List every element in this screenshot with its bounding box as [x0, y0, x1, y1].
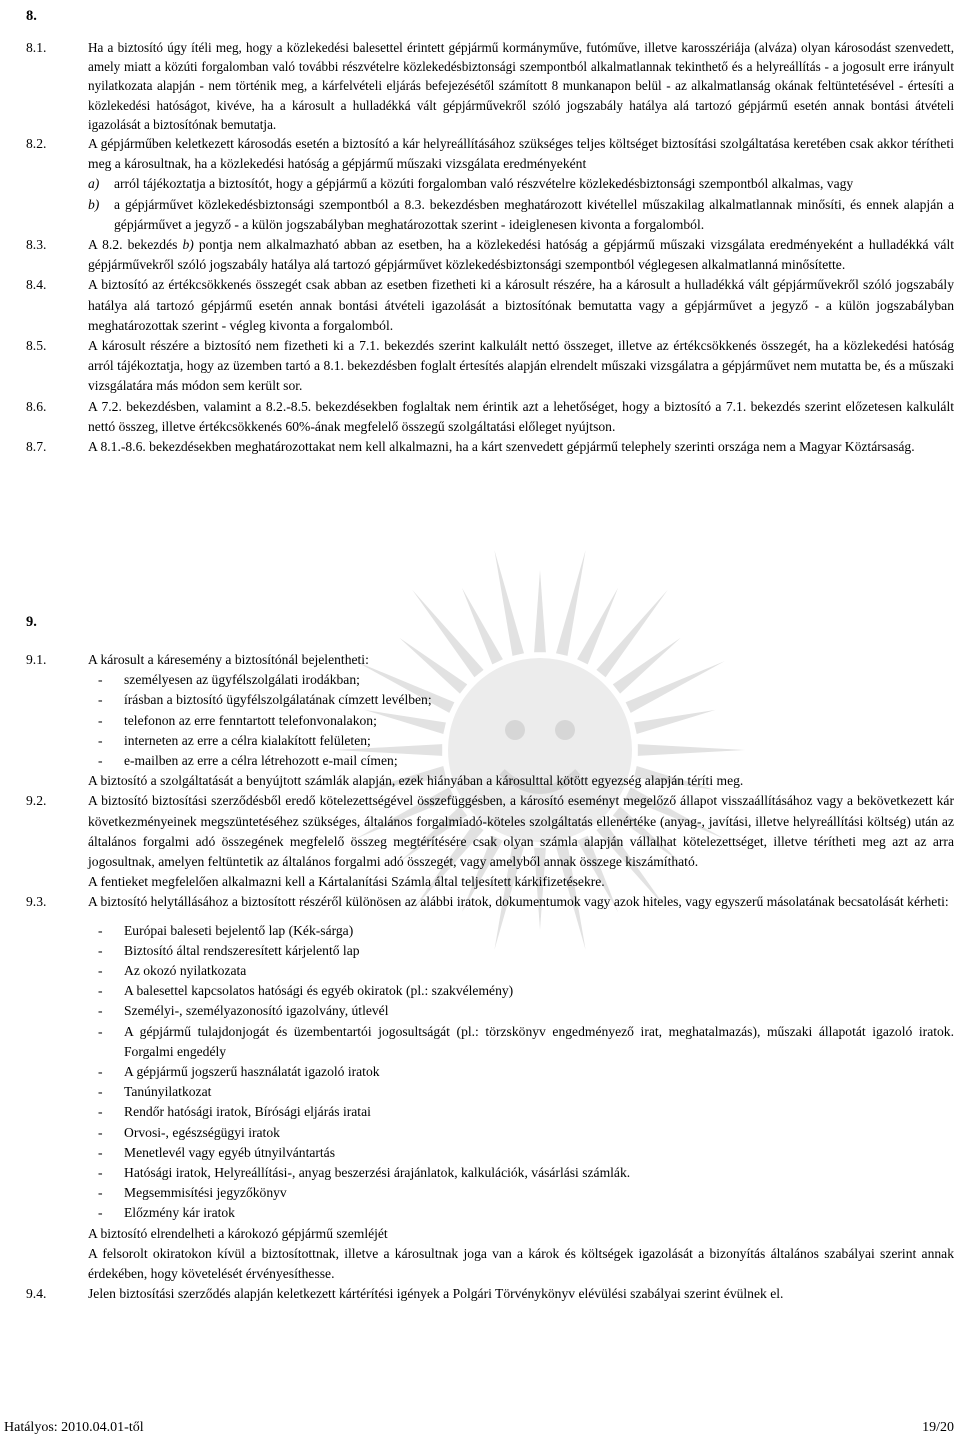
list-item — [88, 921, 954, 941]
list-item — [88, 690, 954, 710]
dash-bullet: - — [98, 712, 103, 728]
paragraph-number: 9.2. — [26, 793, 47, 809]
dash-bullet: - — [98, 1084, 103, 1100]
list-item-text: Menetlevél vagy egyéb útnyilvántartás — [124, 1144, 336, 1160]
list-item-text: Tanúnyilatkozat — [124, 1084, 212, 1100]
paragraph-8-7 — [26, 437, 954, 457]
paragraph-number: 8.2. — [26, 136, 47, 152]
required-documents-list — [88, 921, 954, 1224]
paragraph-8-4 — [26, 275, 954, 336]
paragraph-number: 9.4. — [26, 1286, 47, 1302]
list-item-text: Hatósági iratok, Helyreállítási-, anyag beszerzési árajánlatok, kalkulációk, vásárlási számlák. — [124, 1165, 631, 1181]
paragraph-number: 8.6. — [26, 398, 47, 414]
list-item — [88, 731, 954, 751]
dash-bullet: - — [98, 1165, 103, 1181]
dash-bullet: - — [98, 1124, 103, 1140]
paragraph-text: A 8.1.-8.6. bekezdésekben meghatározottakat nem kell alkalmazni, ha a kárt szenvedett gépjármű telephely szerinti országa nem a Magyar Köztársaság. — [88, 439, 915, 455]
paragraph-text: Jelen biztosítási szerződés alapján keletkezett kártérítési igények a Polgári Törvénykönyv elévülési szabályai szerint évülnek el. — [88, 1286, 784, 1302]
paragraph-text: A károsult részére a biztosító nem fizetheti ki a 7.1. bekezdés szerint kalkulált nettó összeget, illetve az értékcsökkenés összegét, ha a közlekedési hatóság arról tájékoztatja, hogy az üzemben tartó a 8.1. bekezdésben foglalt értesítés alapján elrendelt műszaki vizsgálatra a gépjárművet nem mutatta be, és a műszaki vizsgálatára más módon sem került sor. — [88, 338, 954, 394]
list-item — [88, 1203, 954, 1223]
dash-bullet: - — [98, 732, 103, 748]
list-item — [88, 981, 954, 1001]
page-number: 19/20 — [922, 1420, 954, 1435]
subpoint-b — [88, 195, 954, 235]
paragraph-8-2 — [26, 134, 954, 235]
list-item — [88, 1163, 954, 1183]
list-item — [88, 670, 954, 690]
paragraph-text: A károsult a káresemény a biztosítónál bejelentheti: — [88, 652, 369, 667]
list-item — [88, 1062, 954, 1082]
list-item-text: Orvosi-, egészségügyi iratok — [124, 1124, 280, 1140]
paragraph-text: A biztosító az értékcsökkenés összegét csak abban az esetben fizetheti ki a károsult részére, ha a károsult a hulladékká vált gépjárművekről szóló jogszabály hatálya alá tartozó gépjármű esetén annak bontási átvételi igazolását a biztosítónak bemutatta vagy a gépjárművet a jegyző - a külön jogszabályban meghatározottak szerint - végleg kivonta a forgalomból. — [88, 277, 954, 333]
reporting-channels-list — [88, 670, 954, 771]
section-9-body — [26, 650, 954, 1305]
list-item — [88, 711, 954, 731]
list-item — [88, 941, 954, 961]
list-item-text: Megsemmisítési jegyzőkönyv — [124, 1185, 287, 1201]
paragraph-text: A gépjárműben keletkezett károsodás esetén a biztosító a kár helyreállításához szükséges teljes költséget biztosítási szolgáltatása keretében csak akkor térítheti meg a károsultnak, ha a közlekedési hatóság a gépjármű műszaki vizsgálata eredményeként — [88, 136, 954, 172]
paragraph-number: 8.1. — [26, 40, 47, 55]
section-8-heading: 8. — [26, 8, 37, 24]
dash-bullet: - — [98, 1104, 103, 1120]
paragraph-number: 8.4. — [26, 277, 47, 293]
section-9-heading: 9. — [26, 614, 37, 630]
paragraph-8-5 — [26, 336, 954, 397]
dash-bullet: - — [98, 692, 103, 708]
paragraph-number: 8.5. — [26, 338, 47, 354]
paragraph-number: 8.3. — [26, 237, 47, 253]
list-item-text: A gépjármű tulajdonjogát és üzembentartói jogosultságát (pl.: törzskönyv engedményező irat, meghatalmazás), műszaki állapotát igazoló iratok. Forgalmi engedély — [124, 1023, 954, 1059]
paragraph-9-3 — [26, 892, 954, 1284]
dash-bullet: - — [98, 753, 103, 769]
paragraph-9-4 — [26, 1284, 954, 1304]
dash-bullet: - — [98, 1064, 103, 1080]
paragraph-text: A biztosító biztosítási szerződésből eredő kötelezettségével összefüggésben, a károsító eseményt megelőző állapot visszaállításához vagy a bekövetkezett kár következményeinek megszüntetéséhez szükséges, általános forgalmiadó-köteles szolgáltatás ellenértéke (anyag-, javítási, illetve helyreállítási költség) után az általános forgalmi adó összegének megfelelő összeg megtérítésére csak olyan számla alapján vállalhat kötelezettséget, illetve térítheti meg azt az arra jogosultnak, amelyen feltüntetik az általános forgalmi adó összegét, vagy amelyből annak összege kiszámítható. — [88, 793, 954, 870]
list-item — [88, 1022, 954, 1062]
paragraph-text: Ha a biztosító úgy ítéli meg, hogy a közlekedési balesettel érintett gépjármű kormányműve, futóműve, illetve karosszériája (alváza) olyan károsodást szenvedett, amely miatt a közúti forgalomban való további részvételre közlekedésbiztonsági szempontból alkalmatlannak tekinthető és a helyreállítás - a jogosult erre irányult nyilatkozata alapján - nem történik meg, a kárfelvételi eljárás befejezésétől számított 8 munkanapon belül - az alkalmatlanság okának feltüntetésével - értesíti a közlekedési hatóságot, kivéve, ha a károsult a hulladékká vált gépjárművekről szóló jogszabály hatálya alá tartozó gépjármű esetén annak bontási átvételi igazolását a biztosítónak bemutatja. — [88, 40, 954, 132]
subpoint-label: b) — [88, 196, 100, 212]
paragraph-9-1 — [26, 650, 954, 791]
list-item-text: Biztosító által rendszeresített kárjelentő lap — [124, 942, 360, 958]
dash-bullet: - — [98, 942, 103, 958]
list-item-text: Előzmény kár iratok — [124, 1205, 235, 1221]
dash-bullet: - — [98, 922, 103, 938]
list-item-text: interneten az erre a célra kialakított felületen; — [124, 732, 371, 748]
dash-bullet: - — [98, 1144, 103, 1160]
dash-bullet: - — [98, 1185, 103, 1201]
list-item — [88, 1082, 954, 1102]
subpoint-label: a) — [88, 176, 100, 192]
list-item — [88, 1183, 954, 1203]
list-item-text: Személyi-, személyazonosító igazolvány, útlevél — [124, 1003, 389, 1019]
paragraph-8-6 — [26, 397, 954, 437]
list-item-text: Európai baleseti bejelentő lap (Kék-sárga) — [124, 922, 354, 938]
subpoint-text: arról tájékoztatja a biztosítót, hogy a gépjármű a közúti forgalomban való részvételre közlekedésbiztonsági szempontból alkalmas, vagy — [114, 176, 854, 192]
paragraph-8-1 — [26, 38, 954, 134]
list-item — [88, 1001, 954, 1021]
list-item — [88, 751, 954, 771]
paragraph-number: 9.3. — [26, 894, 47, 910]
list-item-text: A balesettel kapcsolatos hatósági és egyéb okiratok (pl.: szakvélemény) — [124, 983, 514, 999]
list-item-text: Az okozó nyilatkozata — [124, 963, 247, 979]
subpoint-text: a gépjárművet közlekedésbiztonsági szempontból a 8.3. bekezdésben meghatározott kivétellel műszakilag alkalmatlannak minősíti, és ennek alapján a gépjárművet a jegyző - a külön jogszabályban meghatározottak szerint - ideiglenesen kivonta a forgalomból. — [114, 196, 954, 232]
list-item — [88, 1102, 954, 1122]
section-8-body — [26, 38, 954, 457]
paragraph-text: A fentieket megfelelően alkalmazni kell a Kártalanítási Számla által teljesített kárkifizetésekre. — [88, 874, 605, 890]
list-item-text: Rendőr hatósági iratok, Bírósági eljárás iratai — [124, 1104, 371, 1120]
paragraph-number: 9.1. — [26, 652, 47, 667]
list-item — [88, 961, 954, 981]
dash-bullet: - — [98, 963, 103, 979]
list-item-text: telefonon az erre fenntartott telefonvonalakon; — [124, 712, 377, 728]
dash-bullet: - — [98, 1205, 103, 1221]
paragraph-text: A biztosító helytállásához a biztosított részéről különösen az alábbi iratok, dokumentumok vagy azok hiteles, vagy egyszerű másolatának becsatolását kérheti: — [88, 894, 949, 910]
paragraph-text: A 7.2. bekezdésben, valamint a 8.2.-8.5. bekezdésekben foglaltak nem érintik azt a lehetőséget, hogy a biztosító a 7.1. bekezdés szerint előzetesen kalkulált nettó összeg, illetve értékcsökkenés 60%-ának megfelelő összegű szolgáltatási előleget nyújtson. — [88, 398, 954, 434]
paragraph-text: A biztosító elrendelheti a károkozó gépjármű szemléjét — [88, 1225, 388, 1241]
list-item — [88, 1143, 954, 1163]
dash-bullet: - — [98, 983, 103, 999]
dash-bullet: - — [98, 1003, 103, 1019]
effective-date: Hatályos: 2010.04.01-től — [4, 1420, 144, 1435]
list-item-text: írásban a biztosító ügyfélszolgálatának címzett levélben; — [124, 692, 432, 708]
page-footer — [4, 1418, 954, 1438]
paragraph-text: A felsorolt okiratokon kívül a biztosítottnak, illetve a károsultnak joga van a károk és költségek igazolását a bizonyítás általános szabályai szerint annak érdekében, hogy követelését érvényesíthesse. — [88, 1245, 954, 1282]
list-item — [88, 1123, 954, 1143]
list-item-text: A gépjármű jogszerű használatát igazoló iratok — [124, 1064, 380, 1080]
subpoint-a — [88, 174, 954, 194]
dash-bullet: - — [98, 1023, 103, 1039]
list-item-text: személyesen az ügyfélszolgálati irodákban; — [124, 672, 360, 688]
paragraph-9-2 — [26, 791, 954, 892]
dash-bullet: - — [98, 672, 103, 688]
paragraph-number: 8.7. — [26, 439, 47, 455]
paragraph-text: A 8.2. bekezdés b) pontja nem alkalmazható abban az esetben, ha a közlekedési hatóság a gépjármű műszaki vizsgálata eredményeként a hulladékká vált gépjárművekről szóló jogszabály hatálya alá tartozó gépjárművet közlekedésbiztonsági szempontból véglegesen alkalmatlanná minősítette. — [88, 237, 955, 273]
paragraph-text: A biztosító a szolgáltatását a benyújtott számlák alapján, ezek hiányában a károsulttal kötött egyezség alapján téríti meg. — [88, 773, 744, 789]
list-item-text: e-mailben az erre a célra létrehozott e-mail címen; — [124, 753, 398, 769]
paragraph-8-3 — [26, 235, 954, 275]
